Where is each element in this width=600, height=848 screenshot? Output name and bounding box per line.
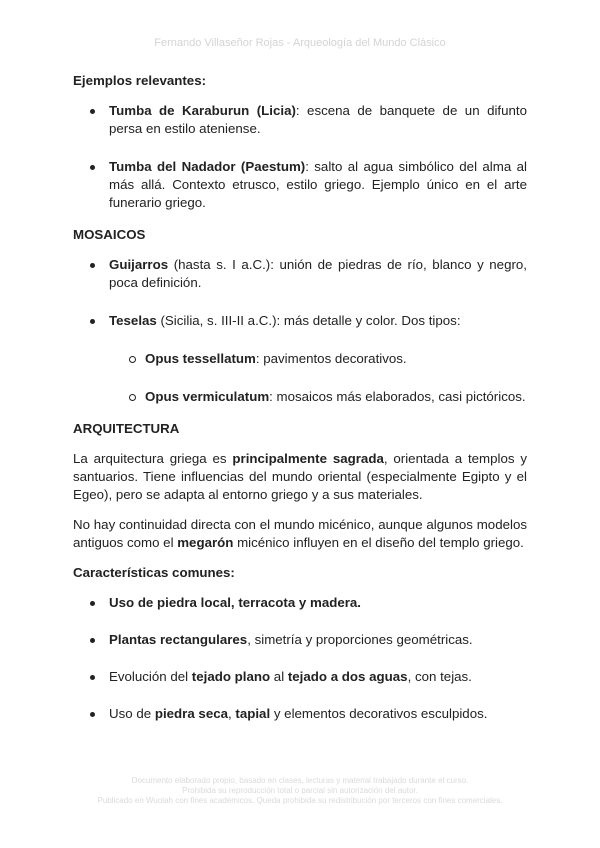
item-bold: Teselas <box>109 313 157 328</box>
list-item <box>73 631 527 649</box>
item-bold: Guijarros <box>109 257 169 272</box>
arquitectura-heading: ARQUITECTURA <box>73 421 180 436</box>
item-bold: Plantas rectangulares <box>109 632 248 647</box>
list-item <box>73 102 527 138</box>
page-header: Fernando Villaseñor Rojas - Arqueología del Mundo Clásico <box>154 37 446 49</box>
item-text: , simetría y proporciones geométricas. <box>247 632 473 647</box>
page-footer <box>60 776 540 806</box>
ejemplos-heading: Ejemplos relevantes: <box>73 73 207 88</box>
footer-line: Documento elaborado propio, basado en clases, lecturas y material trabajado durante el curso. <box>131 776 469 785</box>
item-text: : mosaicos más elaborados, casi pictóricos. <box>269 389 526 404</box>
item-text: (Sicilia, s. III-II a.C.): más detalle y color. Dos tipos: <box>156 313 461 328</box>
text-run: , orientada a templos y santuarios. Tiene influencias del mundo oriental (especialmente Egipto y el Egeo), pero se adapta al entorno griego y a sus materiales. <box>73 451 527 502</box>
item-text: (hasta s. I a.C.): unión de piedras de río, blanco y negro, poca definición. <box>109 257 527 290</box>
sub-list-item <box>73 388 527 406</box>
item-text: : escena de banquete de un difunto persa en estilo ateniense. <box>109 103 527 136</box>
bold-run: tapial <box>235 706 271 721</box>
text-run: No hay continuidad directa con el mundo micénico, aunque algunos modelos antiguos como el <box>73 517 527 550</box>
item-bold: Tumba del Nadador (Paestum) <box>109 159 306 174</box>
list-item <box>73 594 527 612</box>
item-text: : salto al agua simbólico del alma al más allá. Contexto etrusco, estilo griego. Ejemplo único en el arte funerario griego. <box>109 159 527 210</box>
bold-run: tejado a dos aguas <box>287 669 408 684</box>
text-run: micénico influyen en el diseño del templo griego. <box>233 535 524 550</box>
ejemplos-list <box>73 102 527 212</box>
item-bold: Opus tessellatum <box>145 351 256 366</box>
arquitectura-paragraph-1 <box>73 450 527 504</box>
text-run: La arquitectura griega es <box>73 451 233 466</box>
text-run: Uso de <box>109 706 155 721</box>
document-content <box>73 72 527 723</box>
item-bold: Opus vermiculatum <box>145 389 270 404</box>
text-run: , con tejas. <box>407 669 472 684</box>
text-run: al <box>270 669 288 684</box>
bold-run: principalmente sagrada <box>232 451 384 466</box>
bold-run: tejado plano <box>191 669 271 684</box>
list-item <box>73 256 527 292</box>
item-bold: Uso de piedra local, terracota y madera. <box>109 595 362 610</box>
item-text: : pavimentos decorativos. <box>255 351 407 366</box>
bold-run: piedra seca <box>154 706 229 721</box>
list-item <box>73 158 527 212</box>
text-run: , <box>228 706 236 721</box>
text-run: Evolución del <box>109 669 192 684</box>
footer-line: Prohibida su reproducción total o parcial sin autorización del autor. <box>182 786 418 795</box>
arquitectura-paragraph-2 <box>73 516 527 552</box>
sub-list-item <box>73 350 527 368</box>
text-run: y elementos decorativos esculpidos. <box>270 706 488 721</box>
item-bold: Tumba de Karaburun (Licia) <box>109 103 296 118</box>
mosaicos-list <box>73 256 527 406</box>
list-item <box>73 705 527 723</box>
caracteristicas-heading: Características comunes: <box>73 565 235 580</box>
list-item <box>73 312 527 330</box>
footer-line: Publicado en Wuolah con fines académicos. Queda prohibida su redistribución por terceros con fines comerciales. <box>97 796 503 805</box>
mosaicos-heading: MOSAICOS <box>73 227 146 242</box>
bold-run: megarón <box>177 535 234 550</box>
caracteristicas-list <box>73 594 527 723</box>
list-item <box>73 668 527 686</box>
